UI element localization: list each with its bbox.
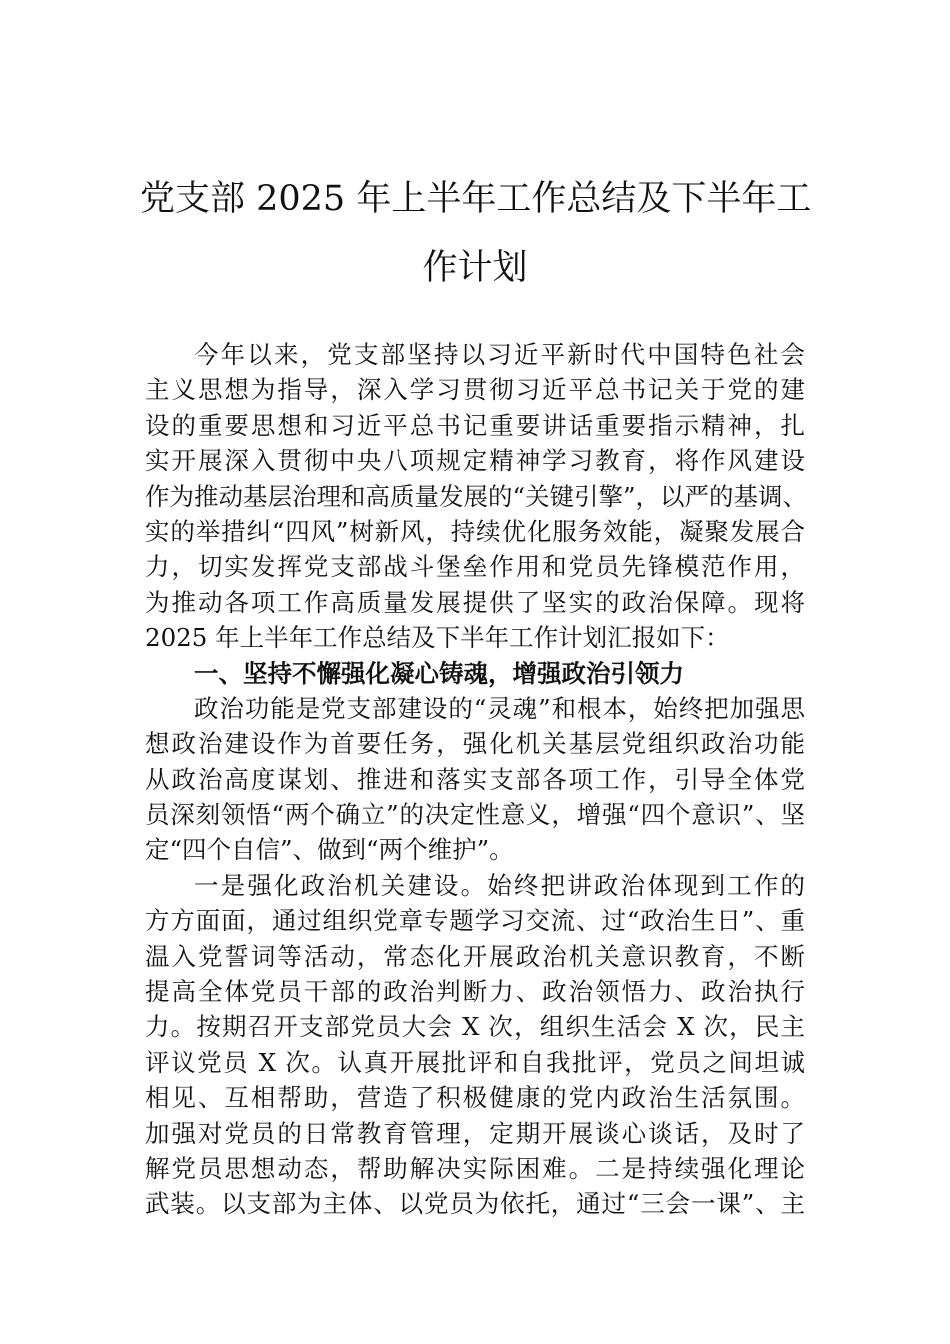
body-text-line: 力。按期召开支部党员大会 X 次，组织生活会 X 次，民主 (145, 1012, 805, 1042)
body-text-line: 定“四个自信”、做到“两个维护”。 (145, 835, 514, 865)
body-text-line: 想政治建设作为首要任务，强化机关基层党组织政治功能 (145, 729, 805, 759)
body-text-line: 相见、互相帮助，营造了积极健康的党内政治生活氛围。 (145, 1083, 805, 1113)
body-text-line: 温入党誓词等活动，常态化开展政治机关意识教育，不断 (145, 941, 805, 971)
body-text-line: 提高全体党员干部的政治判断力、政治领悟力、政治执行 (145, 977, 805, 1007)
body-text-line: 一是强化政治机关建设。始终把讲政治体现到工作的 (194, 870, 805, 900)
body-text-line: 作为推动基层治理和高质量发展的“关键引擎”，以严的基调、 (145, 481, 808, 511)
body-text-line: 从政治高度谋划、推进和落实支部各项工作，引导全体党 (145, 764, 805, 794)
body-text-line: 武装。以支部为主体、以党员为依托，通过“三会一课”、主 (145, 1189, 805, 1219)
body-text-line: 实开展深入贯彻中央八项规定精神学习教育，将作风建设 (145, 446, 805, 476)
document-title-line-2: 作计划 (422, 248, 528, 288)
body-text-line: 设的重要思想和习近平总书记重要讲话重要指示精神，扎 (145, 410, 805, 440)
body-text-line: 方方面面，通过组织党章专题学习交流、过“政治生日”、重 (145, 906, 805, 936)
body-text-line: 员深刻领悟“两个确立”的决定性意义，增强“四个意识”、坚 (145, 800, 805, 830)
body-text-line: 实的举措纠“四风”树新风，持续优化服务效能，凝聚发展合 (145, 516, 805, 546)
body-text-line: 主义思想为指导，深入学习贯彻习近平总书记关于党的建 (145, 375, 805, 405)
document-body (145, 337, 808, 1222)
body-text-line: 力，切实发挥党支部战斗堡垒作用和党员先锋模范作用， (145, 552, 805, 582)
body-text-line: 评议党员 X 次。认真开展批评和自我批评，党员之间坦诚 (145, 1047, 805, 1077)
body-text-line: 2025 年上半年工作总结及下半年工作计划汇报如下： (145, 623, 730, 653)
body-text-line: 为推动各项工作高质量发展提供了坚实的政治保障。现将 (145, 587, 805, 617)
body-text-line: 今年以来，党支部坚持以习近平新时代中国特色社会 (194, 340, 805, 369)
section-heading: 一、坚持不懈强化凝心铸魂，增强政治引领力 (194, 658, 684, 688)
body-text-line: 政治功能是党支部建设的“灵魂”和根本，始终把加强思 (194, 693, 805, 723)
body-text-line: 加强对党员的日常教育管理，定期开展谈心谈话，及时了 (145, 1118, 805, 1148)
body-text-line: 解党员思想动态，帮助解决实际困难。二是持续强化理论 (145, 1153, 805, 1183)
document-title-line-1: 党支部 2025 年上半年工作总结及下半年工 (140, 179, 812, 219)
